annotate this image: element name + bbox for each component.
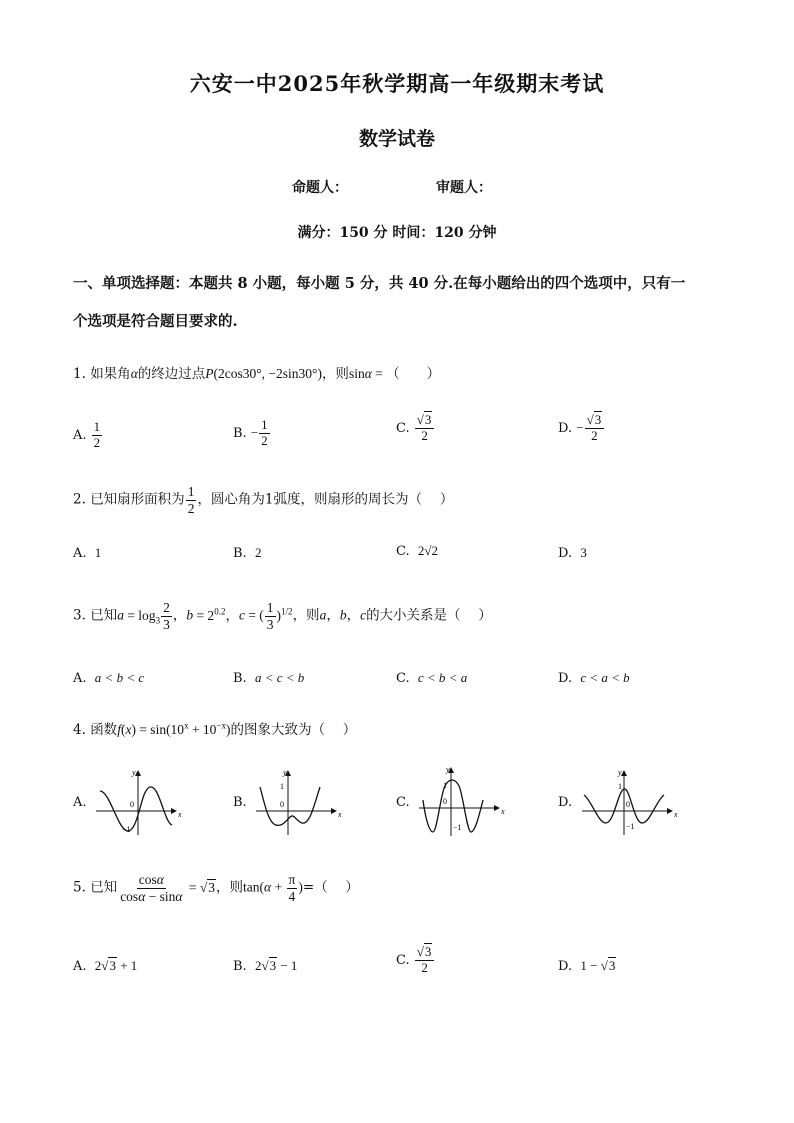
graph-d-neg-one-label: −1 bbox=[626, 822, 635, 831]
q3-option-a[interactable]: A. a < b < c bbox=[73, 670, 145, 686]
q1-paren: （ ） bbox=[386, 366, 441, 382]
q2-option-c[interactable]: C. 2√2 bbox=[396, 543, 439, 559]
question-2: 2. 已知扇形面积为 $\frac{1}{2}$ ，圆心角为1弧度，则扇形的周长为（ ） bbox=[73, 484, 454, 516]
graph-d-y-label: y bbox=[618, 768, 622, 777]
graph-c-one-label: 1 bbox=[443, 781, 447, 790]
graph-c-zero-label: 0 bbox=[443, 797, 447, 806]
q5-option-d[interactable]: D. 1 − √3 bbox=[558, 958, 616, 974]
q4-option-b[interactable]: B. bbox=[233, 795, 247, 810]
q1-text-c: ，则 bbox=[321, 366, 349, 382]
q1-option-a[interactable]: A. $\frac{1}{2}$ bbox=[73, 419, 101, 450]
graph-a-neg-one-label: −1 bbox=[122, 825, 131, 834]
q5-option-b[interactable]: B. 2√3 − 1 bbox=[233, 958, 298, 974]
graph-c-y-label: y bbox=[446, 765, 450, 774]
exam-title: 六安一中2025年秋学期高一年级期末考试 bbox=[189, 71, 605, 96]
graph-b-y-label: y bbox=[283, 768, 287, 777]
q4-option-c[interactable]: C. bbox=[396, 795, 410, 810]
graph-b bbox=[252, 765, 344, 837]
graph-a-zero-label: 0 bbox=[130, 800, 134, 809]
q3-option-d[interactable]: D. c < a < b bbox=[558, 670, 630, 686]
graph-b-zero-label: 0 bbox=[280, 800, 284, 809]
proposer-label: 命题人： bbox=[292, 180, 348, 196]
graph-c bbox=[415, 762, 507, 838]
section-heading-line1: 一、单项选择题：本题共 8 小题，每小题 5 分，共 40 分.在每小题给出的四个选项中，只有一 bbox=[73, 275, 686, 292]
q1-text-a: 如果角 bbox=[90, 366, 131, 382]
graph-a bbox=[92, 765, 184, 837]
graph-a-y-label: y bbox=[132, 768, 136, 777]
q1-number: 1. bbox=[73, 366, 86, 382]
q3-option-c[interactable]: C. c < b < a bbox=[396, 670, 468, 686]
q1-option-d[interactable]: D. − $\frac{√3}{2}$ bbox=[558, 413, 605, 444]
q5-option-c[interactable]: C. $\frac{√3}{2}$ bbox=[396, 945, 435, 976]
subject-title: 数学试卷 bbox=[358, 128, 435, 150]
graph-d-zero-label: 0 bbox=[626, 800, 630, 809]
q1-option-c[interactable]: C. $\frac{√3}{2}$ bbox=[396, 413, 435, 444]
graph-c-x-label: x bbox=[501, 807, 505, 816]
q3-option-b[interactable]: B. a < c < b bbox=[233, 670, 305, 686]
graph-c-neg-one-label: −1 bbox=[453, 823, 462, 832]
question-5: 5. 已知 $\frac{\cos\alpha}{\cos\alpha - \sin\alpha}$ = √3，则tan(α + $\frac{\pi}{4}$ )=（ ） bbox=[73, 872, 359, 904]
graph-d-one-label: 1 bbox=[618, 782, 622, 791]
q2-option-b[interactable]: B. 2 bbox=[233, 545, 262, 561]
question-3: 3. 已知$a = \log_3$ $\frac{2}{3}$ ，$b = 2^{0.2}$，c = ( $\frac{1}{3}$ )$^{1/2}$，则a，b，c的大小关系是（ ） bbox=[73, 600, 492, 632]
graph-a-x-label: x bbox=[178, 810, 182, 819]
q4-option-d[interactable]: D. bbox=[558, 795, 573, 810]
graph-d-x-label: x bbox=[674, 810, 678, 819]
q4-option-a[interactable]: A. bbox=[73, 795, 87, 810]
q5-option-a[interactable]: A. 2√3 + 1 bbox=[73, 958, 138, 974]
question-1: 1. 如果角α的终边过点P(2cos30°, −2sin30°)，则sinα = （ ） bbox=[73, 366, 441, 382]
q1-text-b: 的终边过点 bbox=[137, 366, 206, 382]
graph-d bbox=[578, 765, 682, 837]
graph-b-x-label: x bbox=[338, 810, 342, 819]
q2-option-a[interactable]: A. 1 bbox=[73, 545, 102, 561]
q2-option-d[interactable]: D. 3 bbox=[558, 545, 587, 561]
reviewer-label: 审题人： bbox=[436, 180, 492, 196]
section-heading-line2: 个选项是符合题目要求的. bbox=[73, 313, 238, 330]
question-4: 4. 函数$f(x) = \sin(10^x + 10^{-x})$的图象大致为（ ） bbox=[73, 720, 357, 738]
score-time: 满分：150 分 时间：120 分钟 bbox=[297, 225, 497, 241]
q1-option-b[interactable]: B. − $\frac{1}{2}$ bbox=[233, 417, 268, 448]
graph-b-one-label: 1 bbox=[280, 782, 284, 791]
